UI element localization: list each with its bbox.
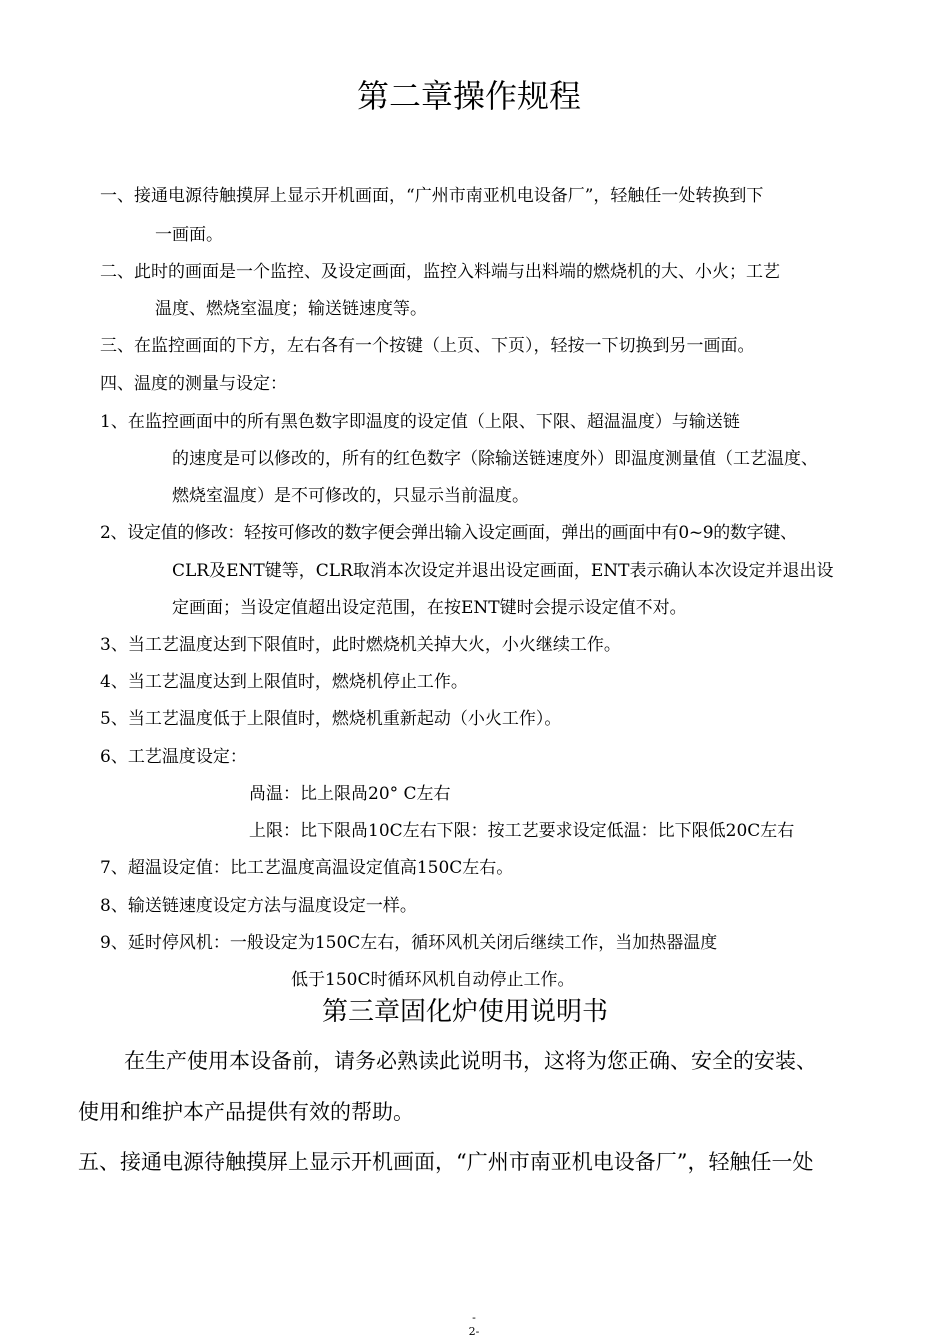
ch3-line-2: 使用和维护本产品提供有效的帮助。 xyxy=(78,1100,414,1124)
ch2-line-13: 3、当工艺温度达到下限值时，此时燃烧机关掉大火，小火继续工作。 xyxy=(100,635,621,655)
page-number-dash: - xyxy=(472,1311,476,1324)
ch2-line-15: 5、当工艺温度低于上限值时，燃烧机重新起动（小火工作）。 xyxy=(100,709,562,729)
ch2-line-17: 咼温：比上限咼20° C左右 xyxy=(249,784,451,804)
chapter2-title: 第二章操作规程 xyxy=(357,77,582,115)
ch2-line-22: 低于150C时循环风机自动停止工作。 xyxy=(291,970,575,990)
ch2-line-1: 一、接通电源待触摸屏上显示开机画面，“广州市南亚机电设备厂”，轻触任一处转换到下 xyxy=(100,186,764,206)
ch2-line-10: 2、设定值的修改：轻按可修改的数字便会弹出输入设定画面，弹出的画面中有0~9的数字键、 xyxy=(100,523,797,543)
chapter3-title: 第三章固化炉使用说明书 xyxy=(322,997,609,1027)
ch2-line-21: 9、延时停风机：一般设定为150C左右，循环风机关闭后继续工作，当加热器温度 xyxy=(100,933,718,953)
ch3-line-3: 五、接通电源待触摸屏上显示开机画面，“广州市南亚机电设备厂”，轻触任一处 xyxy=(78,1150,814,1174)
ch2-line-20: 8、输送链速度设定方法与温度设定一样。 xyxy=(100,896,417,916)
ch2-line-16: 6、工艺温度设定： xyxy=(100,747,247,767)
ch2-line-14: 4、当工艺温度达到上限值时，燃烧机停止工作。 xyxy=(100,672,468,692)
ch2-line-6: 四、温度的测量与设定： xyxy=(100,374,287,394)
ch2-line-8: 的速度是可以修改的，所有的红色数字（除输送链速度外）即温度测量值（工艺温度、 xyxy=(172,449,818,469)
ch2-line-7: 1、在监控画面中的所有黑色数字即温度的设定值（上限、下限、超温温度）与输送链 xyxy=(100,412,740,432)
ch2-line-9: 燃烧室温度）是不可修改的，只显示当前温度。 xyxy=(172,486,529,506)
ch2-line-5: 三、在监控画面的下方，左右各有一个按键（上页、下页），轻按一下切换到另一画面。 xyxy=(100,336,755,356)
page-number: 2- xyxy=(468,1325,480,1338)
ch2-line-3: 二、此时的画面是一个监控、及设定画面，监控入料端与出料端的燃烧机的大、小火；工艺 xyxy=(100,262,780,282)
ch2-line-11: CLR及ENT键等，CLR取消本次设定并退出设定画面，ENT表示确认本次设定并退出设 xyxy=(172,561,834,581)
ch2-line-2: 一画面。 xyxy=(155,225,223,245)
ch3-line-1: 在生产使用本设备前，请务必熟读此说明书，这将为您正确、安全的安装、 xyxy=(124,1049,817,1073)
ch2-line-12: 定画面；当设定值超出设定范围，在按ENT键时会提示设定值不对。 xyxy=(172,598,687,618)
ch2-line-4: 温度、燃烧室温度；输送链速度等。 xyxy=(155,299,427,319)
ch2-line-18: 上限：比下限咼10C左右下限：按工艺要求设定低温：比下限低20C左右 xyxy=(249,821,795,841)
ch2-line-19: 7、超温设定值：比工艺温度高温设定值高150C左右。 xyxy=(100,858,514,878)
